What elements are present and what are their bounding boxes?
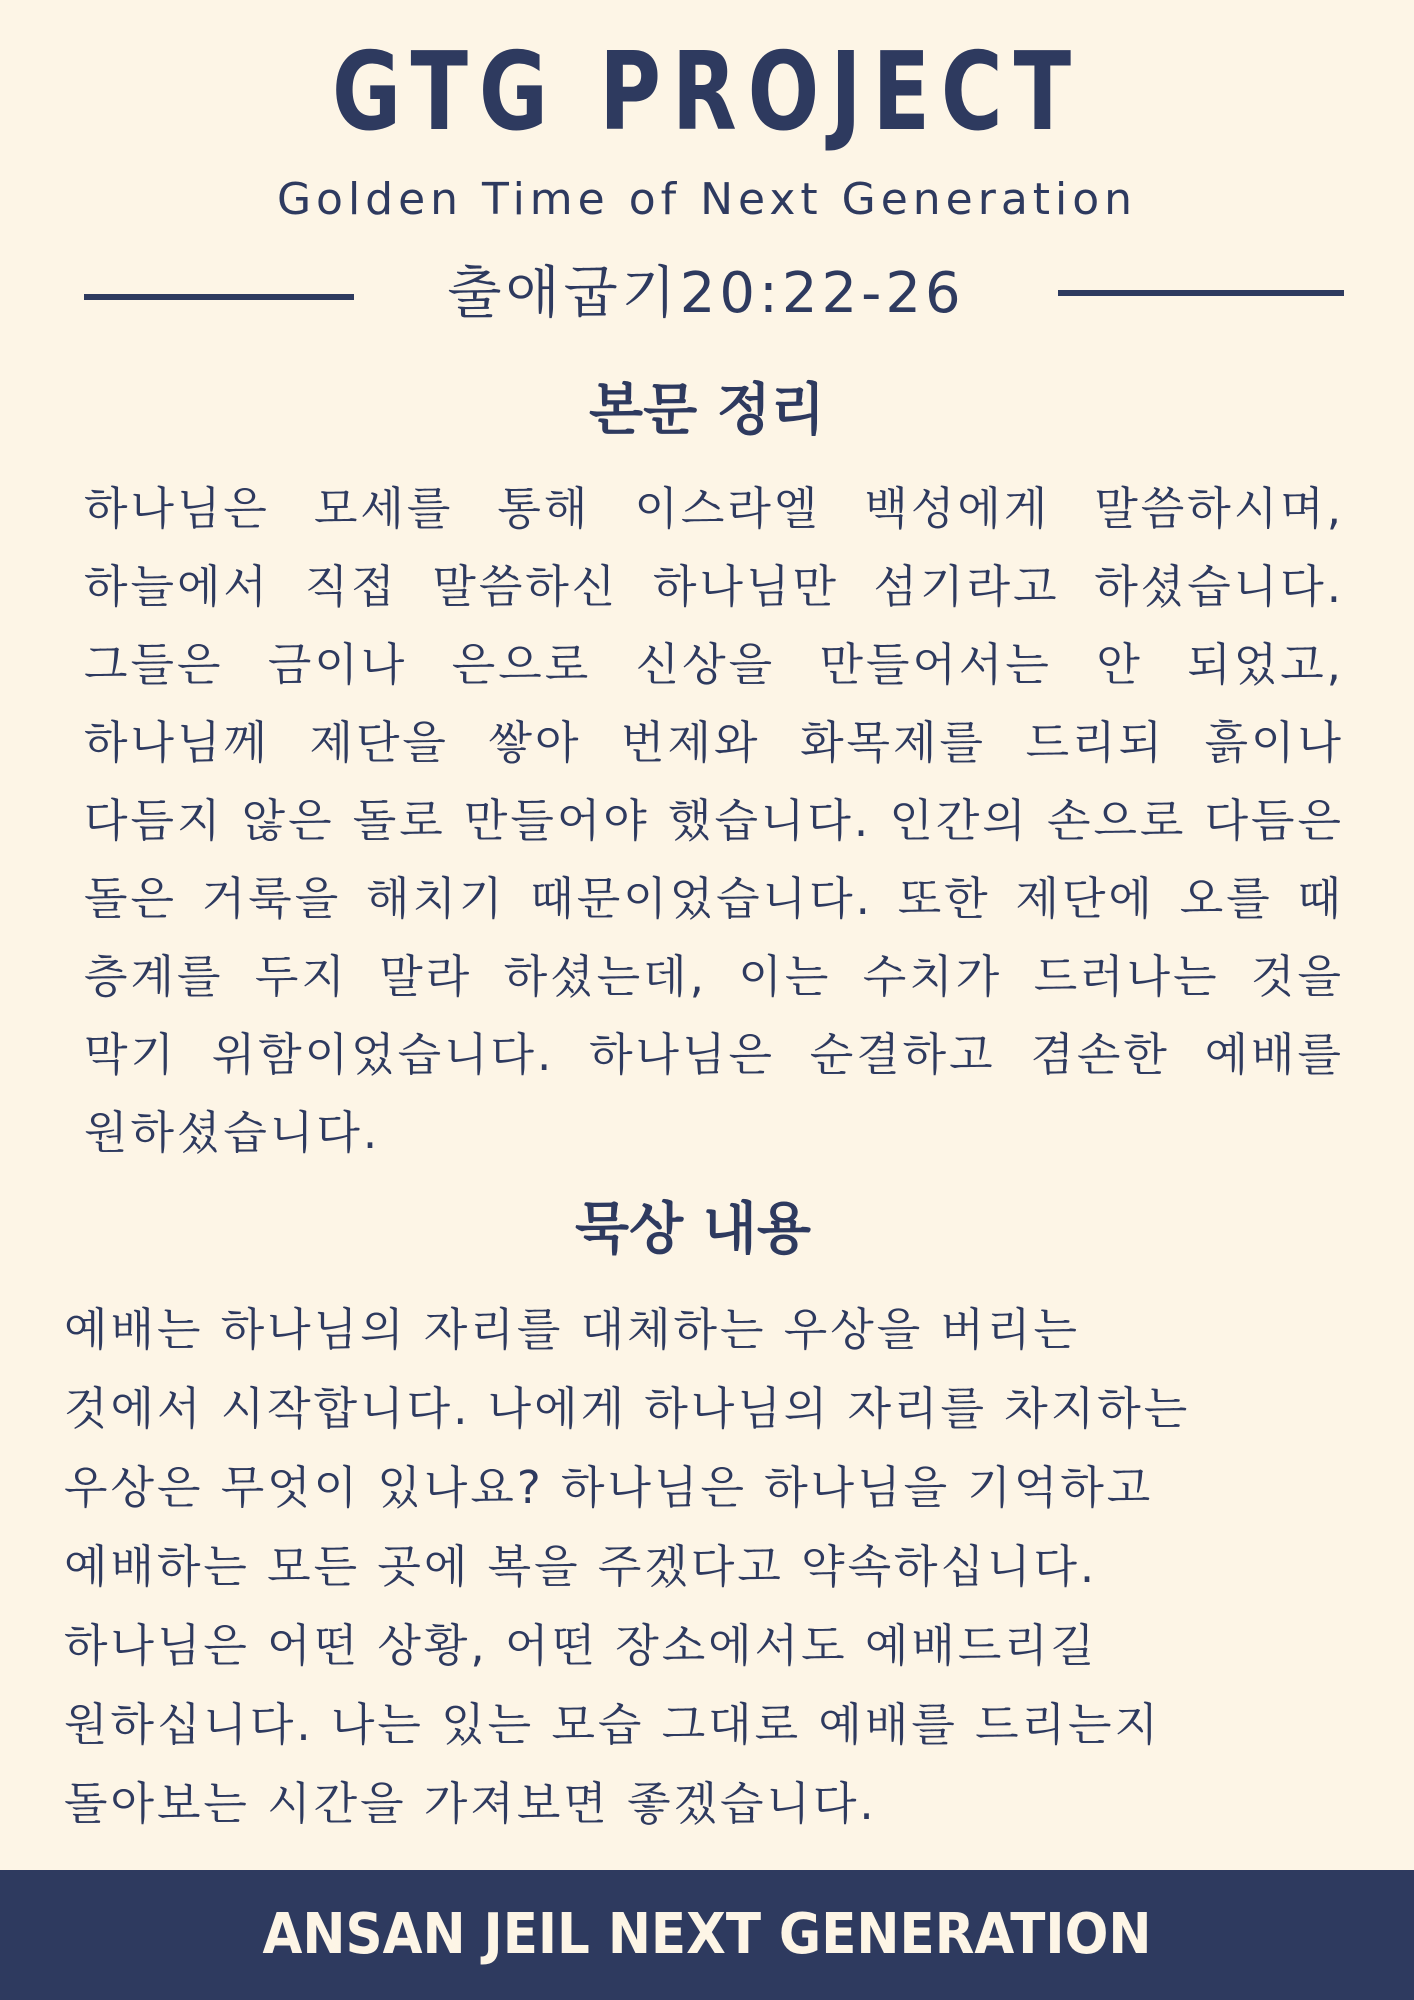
summary-body: 하나님은 모세를 통해 이스라엘 백성에게 말씀하시며, 하늘에서 직접 말씀하신 하나님만 섬기라고 하셨습니다. 그들은 금이나 은으로 신상을 만들어서는 안 되었고, 하나님께 제단을 쌓아 번제와 화목제를 드리되 흙이나 다듬지 않은 돌로 만들어야 했습니다. 인간의 손으로 다듬은 돌은 거룩을 해치기 때문이었습니다. 또한 제단에 오를 때 층계를 두지 말라 하셨는데, 이는 수치가 드러나는 것을 막기 위함이었습니다. 하나님은 순결하고 겸손한 예배를 원하셨습니다. xyxy=(84,482,1344,1159)
meditation-line: 예배는 하나님의 자리를 대체하는 우상을 버리는 xyxy=(64,1303,1080,1356)
meditation-line: 하나님은 어떤 상황, 어떤 장소에서도 예배드리길 xyxy=(64,1619,1098,1672)
divider-left xyxy=(84,294,354,300)
divider-right xyxy=(1058,290,1344,296)
meditation-body xyxy=(64,1290,1344,1843)
page-title: GTG PROJECT xyxy=(331,30,1083,155)
meditation-line: 예배하는 모든 곳에 복을 주겠다고 약속하십니다. xyxy=(64,1540,1098,1593)
meditation-line: 돌아보는 시간을 가져보면 좋겠습니다. xyxy=(64,1777,877,1830)
footer-text: ANSAN JEIL NEXT GENERATION xyxy=(262,1902,1152,1967)
meditation-line: 원하십니다. 나는 있는 모습 그대로 예배를 드리는지 xyxy=(64,1698,1162,1751)
footer-banner xyxy=(0,1870,1414,2000)
page-subtitle: Golden Time of Next Generation xyxy=(276,174,1138,225)
summary-heading: 본문 정리 xyxy=(589,378,825,443)
meditation-line: 우상은 무엇이 있나요? 하나님은 하나님을 기억하고 xyxy=(64,1461,1154,1514)
meditation-line: 것에서 시작합니다. 나에게 하나님의 자리를 차지하는 xyxy=(64,1382,1191,1435)
scripture-reference: 출애굽기20:22-26 xyxy=(447,261,965,326)
meditation-heading: 묵상 내용 xyxy=(575,1197,811,1262)
